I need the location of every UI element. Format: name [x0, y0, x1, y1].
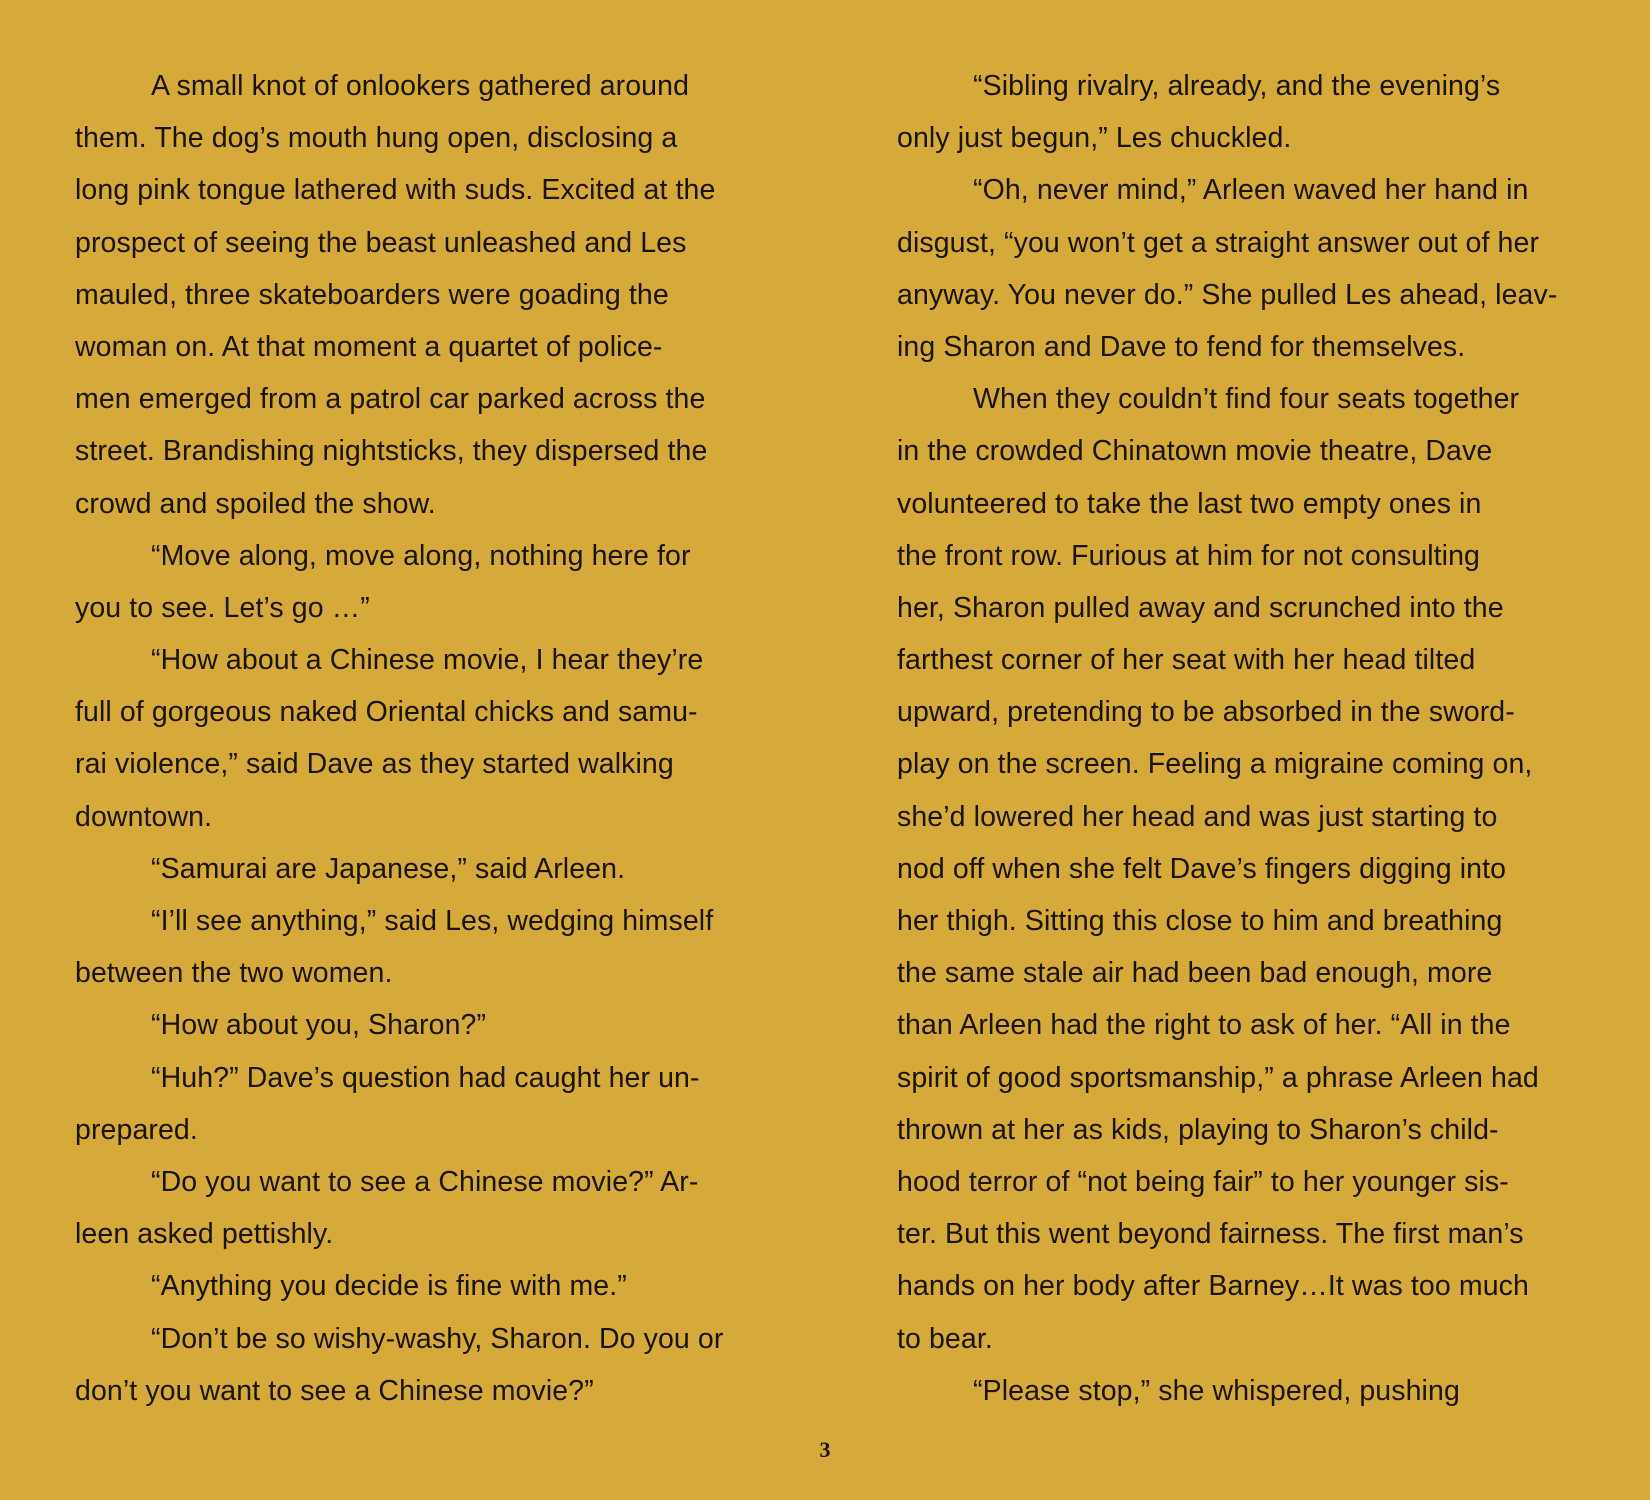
text-line: only just begun,” Les chuckled. [897, 122, 1292, 155]
text-line: to bear. [897, 1322, 993, 1355]
text-line: farthest corner of her seat with her head tilted [897, 644, 1476, 677]
text-line: When they couldn’t find four seats together [973, 383, 1520, 416]
left-text-column [75, 60, 765, 1417]
text-line: between the two women. [75, 957, 393, 990]
text-line: the same stale air had been bad enough, more [897, 957, 1493, 990]
text-line: woman on. At that moment a quartet of police- [75, 330, 663, 363]
text-line: A small knot of onlookers gathered around [151, 70, 690, 102]
text-line: “Oh, never mind,” Arleen waved her hand in [973, 174, 1529, 207]
text-line: thrown at her as kids, playing to Sharon’s child- [897, 1113, 1499, 1146]
text-line: “Samurai are Japanese,” said Arleen. [151, 852, 626, 885]
text-line: “How about a Chinese movie, I hear they’re [151, 644, 704, 677]
text-line: rai violence,” said Dave as they started walking [75, 748, 674, 781]
text-line: “Don’t be so wishy-washy, Sharon. Do you or [151, 1322, 724, 1355]
text-line: leen asked pettishly. [75, 1218, 334, 1251]
text-line: “Sibling rivalry, already, and the evening’s [973, 70, 1501, 102]
text-line: “I’ll see anything,” said Les, wedging himself [151, 905, 714, 937]
text-line: “Do you want to see a Chinese movie?” Ar- [151, 1165, 699, 1198]
right-text-column [897, 60, 1587, 1417]
text-line: anyway. You never do.” She pulled Les ahead, leav- [897, 278, 1558, 311]
text-line: downtown. [75, 800, 213, 833]
text-line: volunteered to take the last two empty ones in [897, 487, 1482, 520]
text-line: street. Brandishing nightsticks, they dispersed the [75, 435, 708, 468]
text-line: disgust, “you won’t get a straight answer out of her [897, 226, 1540, 259]
text-line: spirit of good sportsmanship,” a phrase Arleen had [897, 1061, 1539, 1094]
text-line: prepared. [75, 1113, 198, 1146]
text-line: play on the screen. Feeling a migraine coming on, [897, 748, 1533, 781]
text-line: crowd and spoiled the show. [75, 487, 436, 520]
text-line: her, Sharon pulled away and scrunched into the [897, 591, 1504, 624]
text-line: ter. But this went beyond fairness. The first man’s [897, 1218, 1524, 1251]
text-line: “Move along, move along, nothing here for [151, 539, 691, 572]
text-line: hood terror of “not being fair” to her younger sis- [897, 1165, 1509, 1198]
text-line: her thigh. Sitting this close to him and breathing [897, 905, 1503, 937]
text-line: mauled, three skateboarders were goading the [75, 278, 669, 311]
text-line: “Please stop,” she whispered, pushing [973, 1374, 1460, 1407]
text-line: prospect of seeing the beast unleashed and Les [75, 226, 687, 259]
text-line: “Anything you decide is fine with me.” [151, 1270, 627, 1303]
text-line: nod off when she felt Dave’s fingers digging into [897, 852, 1507, 885]
text-line: full of gorgeous naked Oriental chicks and samu- [75, 696, 698, 729]
text-line: in the crowded Chinatown movie theatre, Dave [897, 435, 1493, 468]
text-line: “How about you, Sharon?” [151, 1009, 487, 1042]
text-line: she’d lowered her head and was just starting to [897, 800, 1498, 833]
text-line: the front row. Furious at him for not consulting [897, 539, 1480, 572]
page-number: 3 [819, 1437, 831, 1462]
text-line: upward, pretending to be absorbed in the sword- [897, 696, 1515, 729]
text-line: ing Sharon and Dave to fend for themselves. [897, 330, 1466, 363]
text-line: hands on her body after Barney…It was too much [897, 1270, 1529, 1303]
text-line: them. The dog’s mouth hung open, disclosing a [75, 122, 678, 155]
text-line: long pink tongue lathered with suds. Excited at the [75, 174, 716, 207]
text-line: “Huh?” Dave’s question had caught her un- [151, 1061, 700, 1094]
text-line: than Arleen had the right to ask of her. “All in the [897, 1009, 1511, 1042]
text-line: you to see. Let’s go …” [75, 591, 370, 624]
text-line: men emerged from a patrol car parked across the [75, 383, 706, 416]
text-line: don’t you want to see a Chinese movie?” [75, 1374, 594, 1407]
